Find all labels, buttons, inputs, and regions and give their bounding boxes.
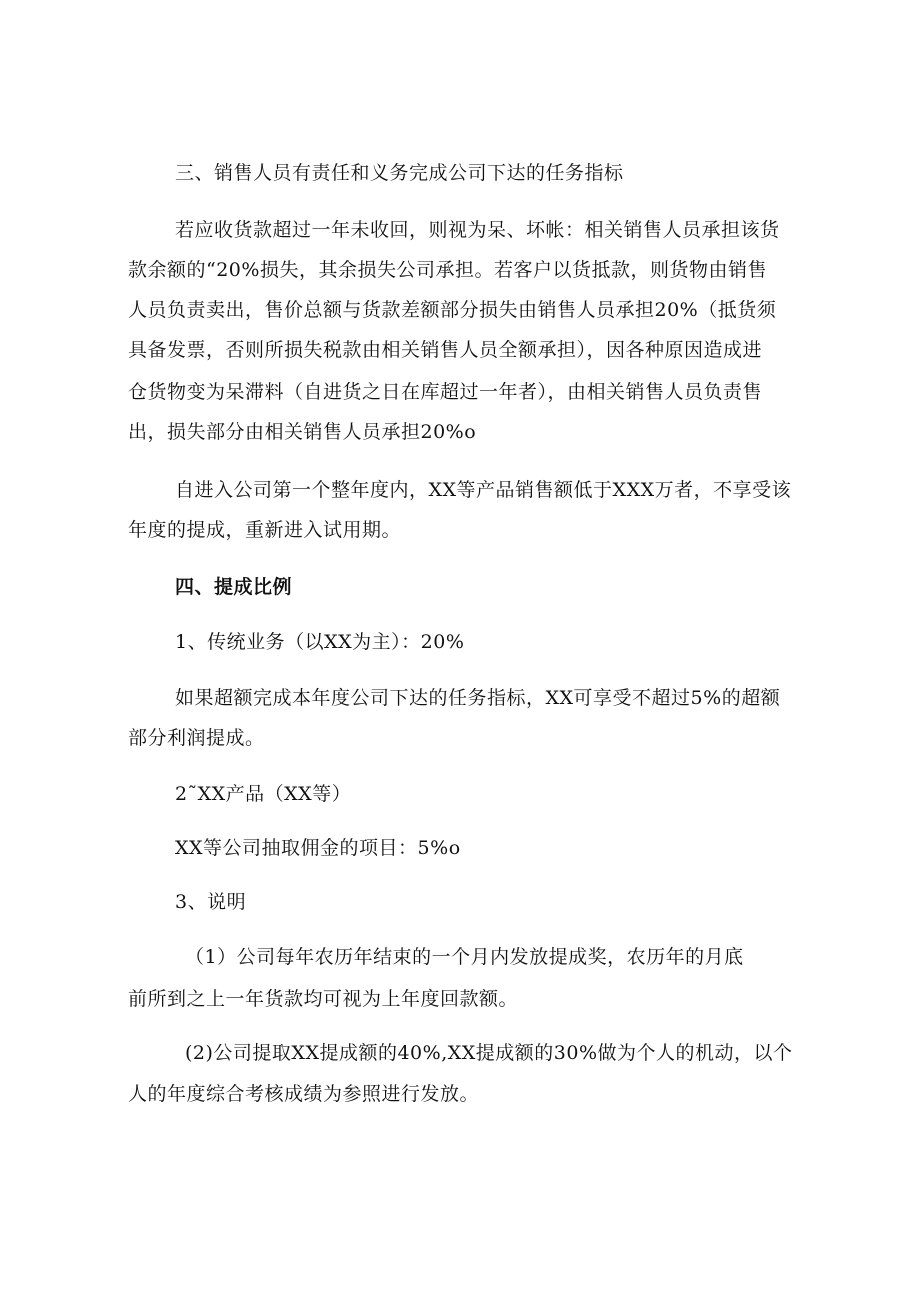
section-3-paragraph-1-line-5: 仓货物变为呆滞料（自进货之日在库超过一年者），由相关销售人员负责售 bbox=[128, 381, 763, 403]
section-3-paragraph-2-line-1: 自进入公司第一个整年度内，XX等产品销售额低于XXX万者，不享受该 bbox=[175, 479, 792, 501]
section-3-heading: 三、销售人员有责任和义务完成公司下达的任务指标 bbox=[175, 162, 624, 184]
section-3-paragraph-1-line-1: 若应收货款超过一年未收回，则视为呆、坏帐：相关销售人员承担该货 bbox=[175, 219, 780, 241]
commission-item-1-desc-line-2: 部分利润提成。 bbox=[128, 727, 265, 749]
section-3-paragraph-1-line-4: 具备发票，否则所损失税款由相关销售人员全额承担），因各种原因造成进 bbox=[128, 339, 763, 361]
note-1-line-1: （1）公司每年农历年结束的一个月内发放提成奖，农历年的月底 bbox=[185, 946, 744, 968]
note-2-line-1: (2)公司提取XX提成额的40%,XX提成额的30%做为个人的机动，以个 bbox=[185, 1042, 793, 1064]
section-3-paragraph-1-line-6: 出，损失部分由相关销售人员承担20%o bbox=[128, 421, 477, 443]
commission-item-2: 2˜XX产品（XX等） bbox=[175, 783, 352, 805]
commission-item-3: 3、说明 bbox=[175, 891, 247, 913]
section-3-paragraph-2-line-2: 年度的提成，重新进入试用期。 bbox=[128, 519, 402, 541]
section-3-paragraph-1-line-2: 款余额的“20%损失，其余损失公司承担。若客户以货抵款，则货物由销售 bbox=[128, 259, 767, 281]
note-1-line-2: 前所到之上一年货款均可视为上年度回款额。 bbox=[128, 988, 519, 1010]
commission-item-2-desc: XX等公司抽取佣金的项目：5%o bbox=[175, 837, 461, 859]
note-2-line-2: 人的年度综合考核成绩为参照进行发放。 bbox=[128, 1083, 480, 1105]
commission-item-1: 1、传统业务（以XX为主）：20% bbox=[175, 631, 465, 653]
commission-item-1-desc-line-1: 如果超额完成本年度公司下达的任务指标，XX可享受不超过5%的超额 bbox=[175, 687, 781, 709]
section-4-heading: 四、提成比例 bbox=[175, 576, 293, 598]
section-3-paragraph-1-line-3: 人员负责卖出，售价总额与货款差额部分损失由销售人员承担20%（抵货须 bbox=[128, 299, 777, 321]
